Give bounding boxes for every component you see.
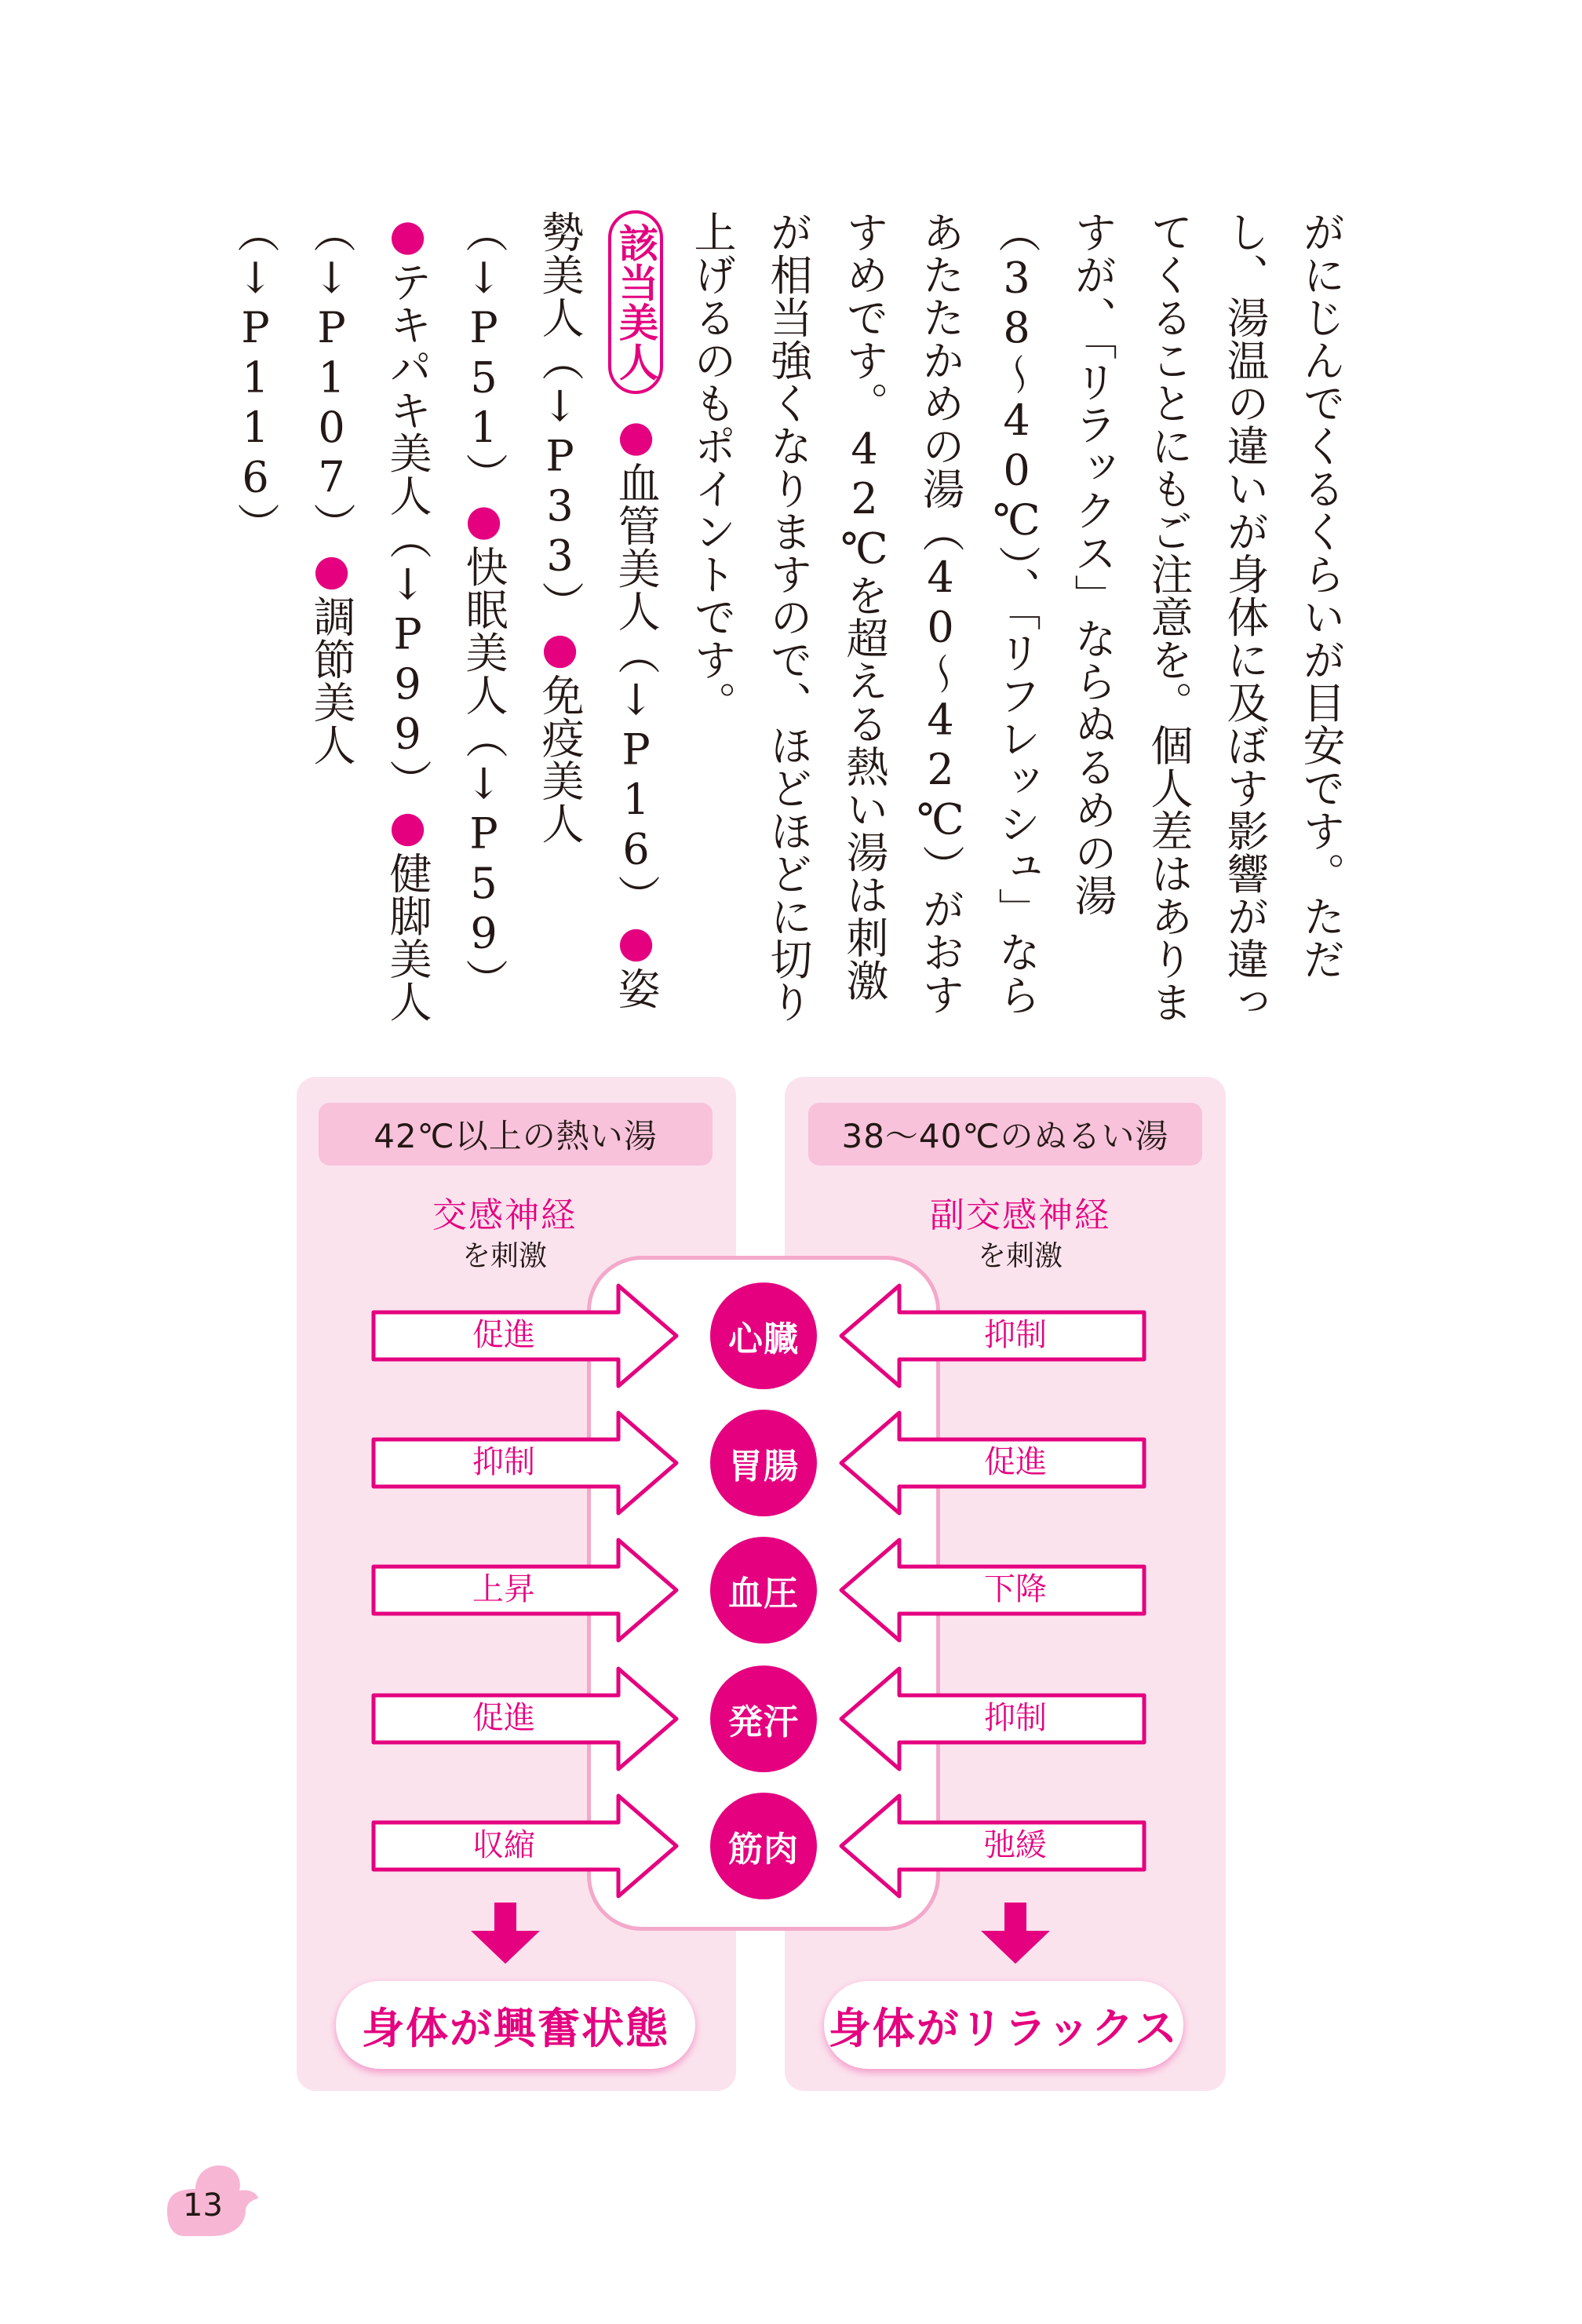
organ-circle: 心臓 xyxy=(710,1282,817,1389)
bullet-icon: ● xyxy=(459,495,508,545)
hot-bath-header: 42℃以上の熱い湯 xyxy=(319,1103,713,1166)
hot-effect-label: 促進 xyxy=(472,1700,535,1736)
ref-item: 快眠美人（↓P59） xyxy=(459,545,508,1001)
excited-state-result: 身体が興奮状態 xyxy=(336,1981,695,2069)
relaxed-state-result: 身体がリラックス xyxy=(824,1981,1183,2069)
related-section xyxy=(217,210,674,1042)
page-number-text: 13 xyxy=(183,2187,223,2224)
ref-item: 免疫美人（↓P51） xyxy=(459,210,585,845)
warm-effect-label: 抑制 xyxy=(984,1700,1047,1736)
bullet-icon: ● xyxy=(383,801,432,852)
down-arrow-icon xyxy=(978,1903,1053,1965)
bullet-icon: ● xyxy=(611,917,661,967)
ref-item: テキパキ美人（↓P99） xyxy=(383,260,432,802)
ref-item: 健脚美人（↓P107） xyxy=(307,210,432,1023)
bullet-icon: ● xyxy=(535,623,585,673)
page-number xyxy=(161,2154,263,2241)
ref-item: 調節美人（↓P116） xyxy=(231,210,356,766)
body-paragraph: がにじんでくるくらいが目安です。ただし、湯温の違いが身体に及ぼす影響が違ってくることにもご注意を。個人差はありますが、「リラックス」ならぬるめの湯（38〜40℃）、「リフレッシュ」ならあたたかめの湯（40〜42℃）がおすすめです。42℃を超える熱い湯は刺激が相当強くなりますので、ほどほどに切り上げるのもポイントです。 xyxy=(687,210,1346,1023)
hot-effect-label: 促進 xyxy=(472,1317,535,1353)
warm-effect-label: 弛緩 xyxy=(984,1827,1047,1863)
warm-bath-header: 38〜40℃のぬるい湯 xyxy=(808,1103,1202,1166)
down-arrow-icon xyxy=(468,1903,543,1965)
ref-item: 血管美人（↓P16） xyxy=(611,461,661,918)
sympathetic-nerve-label: 交感神経 xyxy=(432,1195,577,1235)
stimulate-label-left: を刺激 xyxy=(461,1240,547,1272)
stimulate-label-right: を刺激 xyxy=(977,1240,1063,1272)
ref-item: 姿勢美人（↓P33） xyxy=(535,210,661,1010)
bullet-icon: ● xyxy=(611,411,661,462)
parasympathetic-nerve-label: 副交感神経 xyxy=(930,1195,1110,1235)
bullet-icon: ● xyxy=(307,545,356,595)
organ-circle: 血圧 xyxy=(710,1537,817,1644)
organ-circle: 胃腸 xyxy=(710,1410,817,1516)
warm-effect-label: 抑制 xyxy=(984,1317,1047,1353)
keyword-badge: 該当美人 xyxy=(608,210,663,394)
hot-effect-label: 収縮 xyxy=(472,1827,535,1863)
warm-effect-label: 促進 xyxy=(984,1444,1047,1480)
bullet-icon: ● xyxy=(383,210,432,261)
hot-effect-label: 上昇 xyxy=(472,1571,535,1607)
warm-effect-label: 下降 xyxy=(984,1571,1047,1607)
organ-circle: 発汗 xyxy=(710,1665,817,1772)
body-text xyxy=(231,210,1359,1042)
hot-effect-label: 抑制 xyxy=(472,1444,535,1480)
organ-circle: 筋肉 xyxy=(710,1793,817,1899)
